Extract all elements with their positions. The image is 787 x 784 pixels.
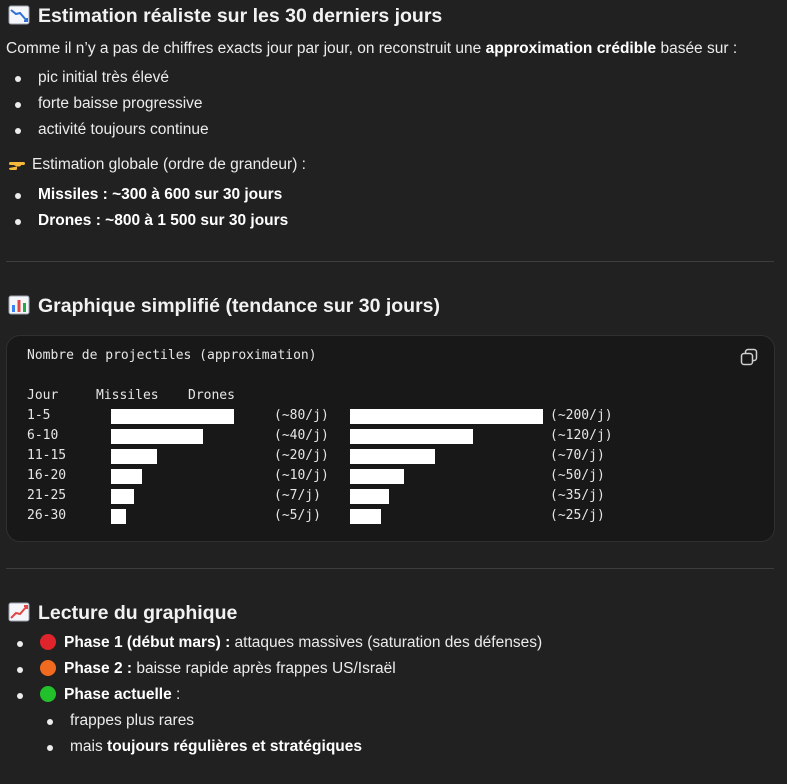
sub-text: mais bbox=[70, 738, 108, 755]
drones-bar bbox=[350, 409, 543, 424]
chart-row bbox=[7, 426, 747, 446]
missiles-bar bbox=[111, 489, 134, 504]
missiles-bar bbox=[111, 449, 157, 464]
missiles-value-label: (~7/j) bbox=[274, 488, 321, 503]
section-title-text: Estimation réaliste sur les 30 derniers jours bbox=[38, 5, 443, 27]
orange-circle-icon bbox=[40, 660, 56, 676]
section-title-reading bbox=[8, 600, 237, 627]
global-estimate-label: Estimation globale (ordre de grandeur) : bbox=[32, 156, 306, 173]
phase-text: : bbox=[171, 686, 181, 703]
missiles-bar bbox=[111, 469, 142, 484]
list-item-drones: Drones : ~800 à 1 500 sur 30 jours bbox=[38, 210, 288, 236]
divider bbox=[6, 261, 774, 262]
row-category-label: 6-10 bbox=[27, 428, 59, 443]
missiles-value-label: (~10/j) bbox=[274, 468, 329, 483]
green-circle-icon bbox=[40, 686, 56, 702]
global-estimate-line bbox=[8, 154, 306, 176]
phase-item bbox=[40, 684, 542, 710]
estimate-list bbox=[38, 184, 288, 236]
list-item: forte baisse progressive bbox=[38, 93, 209, 119]
sub-list-item bbox=[70, 736, 362, 762]
phase-text: attaques massives (saturation des défenses) bbox=[230, 634, 543, 651]
drones-value-label: (~35/j) bbox=[550, 488, 605, 503]
missiles-bar bbox=[111, 429, 203, 444]
drones-value-label: (~50/j) bbox=[550, 468, 605, 483]
column-header-day: Jour bbox=[27, 388, 59, 403]
phase-label: Phase 1 (début mars) : bbox=[64, 634, 231, 651]
chart-decreasing-icon bbox=[8, 5, 30, 25]
phase-label: Phase 2 : bbox=[64, 660, 133, 677]
row-category-label: 11-15 bbox=[27, 448, 67, 463]
chart-increasing-icon bbox=[8, 602, 30, 622]
section-title-graph bbox=[8, 293, 440, 320]
section-title-estimation bbox=[8, 3, 442, 30]
drones-bar bbox=[350, 489, 389, 504]
section-title-text: Lecture du graphique bbox=[38, 602, 238, 624]
intro-text: Comme il n’y a pas de chiffres exacts jour par jour, on reconstruit une bbox=[6, 40, 486, 57]
list-item: activité toujours continue bbox=[38, 119, 209, 145]
drones-bar bbox=[350, 449, 435, 464]
chart-row bbox=[7, 506, 747, 526]
divider bbox=[6, 568, 774, 569]
pointing-hand-icon bbox=[8, 157, 26, 171]
chart-row bbox=[7, 466, 747, 486]
phase-label: Phase actuelle bbox=[64, 686, 172, 703]
intro-text-end: basée sur : bbox=[656, 40, 738, 57]
chart-row bbox=[7, 446, 747, 466]
missiles-value-label: (~80/j) bbox=[274, 408, 329, 423]
sub-list-item: frappes plus rares bbox=[70, 710, 362, 736]
drones-bar bbox=[350, 509, 381, 524]
missiles-value-label: (~5/j) bbox=[274, 508, 321, 523]
missiles-value-label: (~40/j) bbox=[274, 428, 329, 443]
drones-value-label: (~120/j) bbox=[550, 428, 613, 443]
bar-chart-icon bbox=[8, 295, 30, 315]
code-block bbox=[6, 335, 775, 542]
intro-bold-text: approximation crédible bbox=[485, 40, 657, 57]
drones-bar bbox=[350, 429, 473, 444]
row-category-label: 16-20 bbox=[27, 468, 67, 483]
missiles-bar bbox=[111, 509, 126, 524]
row-category-label: 1-5 bbox=[27, 408, 51, 423]
drones-value-label: (~25/j) bbox=[550, 508, 605, 523]
red-circle-icon bbox=[40, 634, 56, 650]
sub-list bbox=[70, 710, 362, 762]
phase-text: baisse rapide après frappes US/Israël bbox=[132, 660, 396, 677]
chart-row bbox=[7, 486, 747, 506]
drones-value-label: (~200/j) bbox=[550, 408, 613, 423]
list-item-missiles: Missiles : ~300 à 600 sur 30 jours bbox=[38, 184, 288, 210]
section-title-text: Graphique simplifié (tendance sur 30 jours) bbox=[38, 295, 441, 317]
missiles-bar bbox=[111, 409, 234, 424]
column-header-drones: Drones bbox=[188, 388, 235, 403]
drones-value-label: (~70/j) bbox=[550, 448, 605, 463]
column-header-missiles: Missiles bbox=[96, 388, 159, 403]
row-category-label: 26-30 bbox=[27, 508, 67, 523]
sub-bold-text: toujours régulières et stratégiques bbox=[107, 738, 363, 755]
row-category-label: 21-25 bbox=[27, 488, 67, 503]
phase-list bbox=[40, 632, 542, 710]
list-item: pic initial très élevé bbox=[38, 67, 209, 93]
basis-list bbox=[38, 67, 209, 145]
copy-icon[interactable] bbox=[740, 348, 758, 366]
chart-row bbox=[7, 406, 747, 426]
phase-item bbox=[40, 632, 542, 658]
drones-bar bbox=[350, 469, 404, 484]
intro-paragraph bbox=[6, 38, 737, 60]
missiles-value-label: (~20/j) bbox=[274, 448, 329, 463]
code-title: Nombre de projectiles (approximation) bbox=[27, 348, 317, 363]
phase-item bbox=[40, 658, 542, 684]
